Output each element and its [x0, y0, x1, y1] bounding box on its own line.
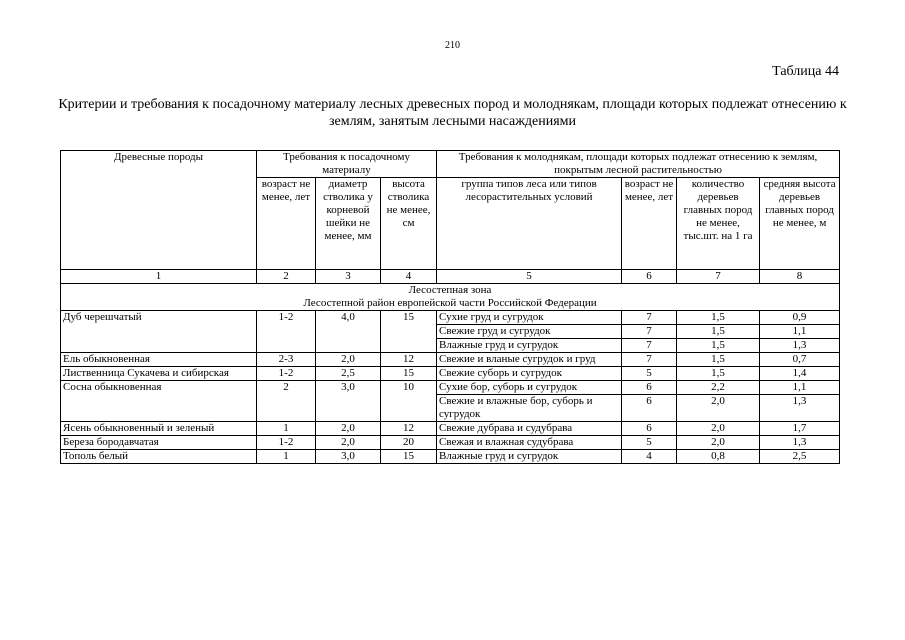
zone-row	[61, 284, 840, 311]
cell-count: 2,2	[677, 381, 760, 395]
cell-forest-type: Сухие бор, суборь и сугрудок	[437, 381, 622, 395]
header-row-1	[61, 151, 840, 178]
cell-age: 1-2	[257, 311, 316, 353]
cell-forest-type: Свежие дубрава и судубрава	[437, 422, 622, 436]
cell-diameter: 3,0	[316, 450, 381, 464]
cell-count: 1,5	[677, 353, 760, 367]
table-row	[61, 450, 840, 464]
cell-diameter: 2,0	[316, 422, 381, 436]
criteria-table	[60, 150, 840, 464]
cell-count: 0,8	[677, 450, 760, 464]
cell-forest-type: Свежие груд и сугрудок	[437, 325, 622, 339]
cell-count: 1,5	[677, 339, 760, 353]
cell-avg-height: 1,1	[760, 381, 840, 395]
cell-species: Тополь белый	[61, 450, 257, 464]
header-avg-height: средняя высота деревьев главных пород не менее, м	[760, 178, 840, 270]
cell-avg-height: 1,4	[760, 367, 840, 381]
cell-age2: 7	[622, 311, 677, 325]
cell-age2: 7	[622, 339, 677, 353]
col-num: 4	[381, 270, 437, 284]
header-count: количество деревьев главных пород не менее, тыс.шт. на 1 га	[677, 178, 760, 270]
cell-forest-type: Свежие суборь и сугрудок	[437, 367, 622, 381]
col-num: 8	[760, 270, 840, 284]
table-row	[61, 353, 840, 367]
table-label: Таблица 44	[772, 64, 839, 79]
cell-diameter: 2,0	[316, 353, 381, 367]
cell-species: Сосна обыкновенная	[61, 381, 257, 422]
header-young-stands: Требования к молоднякам, площади которых подлежат отнесению к землям, покрытым лесной растительностью	[437, 151, 840, 178]
cell-age2: 6	[622, 381, 677, 395]
table-row	[61, 436, 840, 450]
header-height: высота стволика не менее, см	[381, 178, 437, 270]
cell-avg-height: 1,7	[760, 422, 840, 436]
cell-avg-height: 0,7	[760, 353, 840, 367]
column-number-row	[61, 270, 840, 284]
cell-age2: 6	[622, 422, 677, 436]
cell-species: Лиственница Сукачева и сибирская	[61, 367, 257, 381]
header-age2: возраст не менее, лет	[622, 178, 677, 270]
cell-age: 2	[257, 381, 316, 422]
col-num: 7	[677, 270, 760, 284]
cell-avg-height: 1,3	[760, 339, 840, 353]
cell-age2: 7	[622, 325, 677, 339]
cell-avg-height: 2,5	[760, 450, 840, 464]
cell-species: Дуб черешчатый	[61, 311, 257, 353]
cell-age2: 7	[622, 353, 677, 367]
cell-age2: 5	[622, 436, 677, 450]
cell-avg-height: 1,1	[760, 325, 840, 339]
cell-forest-type: Влажные груд и сугрудок	[437, 339, 622, 353]
col-num: 2	[257, 270, 316, 284]
header-diameter: диаметр стволика у корневой шейки не менее, мм	[316, 178, 381, 270]
header-planting-material: Требования к посадочному материалу	[257, 151, 437, 178]
cell-height: 12	[381, 353, 437, 367]
table-row	[61, 381, 840, 395]
table-title: Критерии и требования к посадочному материалу лесных древесных пород и молоднякам, площади которых подлежат отнесению к землям, занятым лесными насаждениями	[58, 97, 847, 129]
cell-age: 1-2	[257, 367, 316, 381]
cell-avg-height: 0,9	[760, 311, 840, 325]
cell-height: 10	[381, 381, 437, 422]
cell-forest-type: Влажные груд и сугрудок	[437, 450, 622, 464]
cell-species: Ель обыкновенная	[61, 353, 257, 367]
cell-species: Ясень обыкновенный и зеленый	[61, 422, 257, 436]
table-row	[61, 367, 840, 381]
header-age: возраст не менее, лет	[257, 178, 316, 270]
cell-avg-height: 1,3	[760, 436, 840, 450]
cell-count: 1,5	[677, 311, 760, 325]
cell-age2: 4	[622, 450, 677, 464]
zone-heading	[61, 284, 840, 311]
cell-height: 15	[381, 450, 437, 464]
cell-age: 1	[257, 450, 316, 464]
header-species: Древесные породы	[61, 151, 257, 270]
table-row	[61, 311, 840, 325]
cell-age: 2-3	[257, 353, 316, 367]
cell-forest-type: Свежие и влажные бор, суборь и сугрудок	[437, 395, 622, 422]
cell-count: 1,5	[677, 367, 760, 381]
cell-diameter: 4,0	[316, 311, 381, 353]
cell-height: 12	[381, 422, 437, 436]
cell-species: Береза бородавчатая	[61, 436, 257, 450]
cell-age2: 5	[622, 367, 677, 381]
cell-avg-height: 1,3	[760, 395, 840, 422]
zone-name: Лесостепная зона	[408, 284, 492, 296]
col-num: 6	[622, 270, 677, 284]
cell-height: 15	[381, 367, 437, 381]
cell-height: 15	[381, 311, 437, 353]
cell-count: 2,0	[677, 395, 760, 422]
cell-diameter: 2,5	[316, 367, 381, 381]
cell-diameter: 3,0	[316, 381, 381, 422]
cell-count: 2,0	[677, 436, 760, 450]
col-num: 5	[437, 270, 622, 284]
col-num: 3	[316, 270, 381, 284]
page-number: 210	[445, 40, 460, 51]
col-num: 1	[61, 270, 257, 284]
cell-age2: 6	[622, 395, 677, 422]
cell-diameter: 2,0	[316, 436, 381, 450]
cell-count: 1,5	[677, 325, 760, 339]
cell-forest-type: Свежая и влажная судубрава	[437, 436, 622, 450]
cell-age: 1	[257, 422, 316, 436]
table-row	[61, 422, 840, 436]
cell-forest-type: Сухие груд и сугрудок	[437, 311, 622, 325]
cell-count: 2,0	[677, 422, 760, 436]
cell-height: 20	[381, 436, 437, 450]
zone-region: Лесостепной район европейской части Российской Федерации	[303, 297, 597, 309]
cell-age: 1-2	[257, 436, 316, 450]
header-forest-type: группа типов леса или типов лесорастительных условий	[437, 178, 622, 270]
cell-forest-type: Свежие и вланые сугрудок и груд	[437, 353, 622, 367]
